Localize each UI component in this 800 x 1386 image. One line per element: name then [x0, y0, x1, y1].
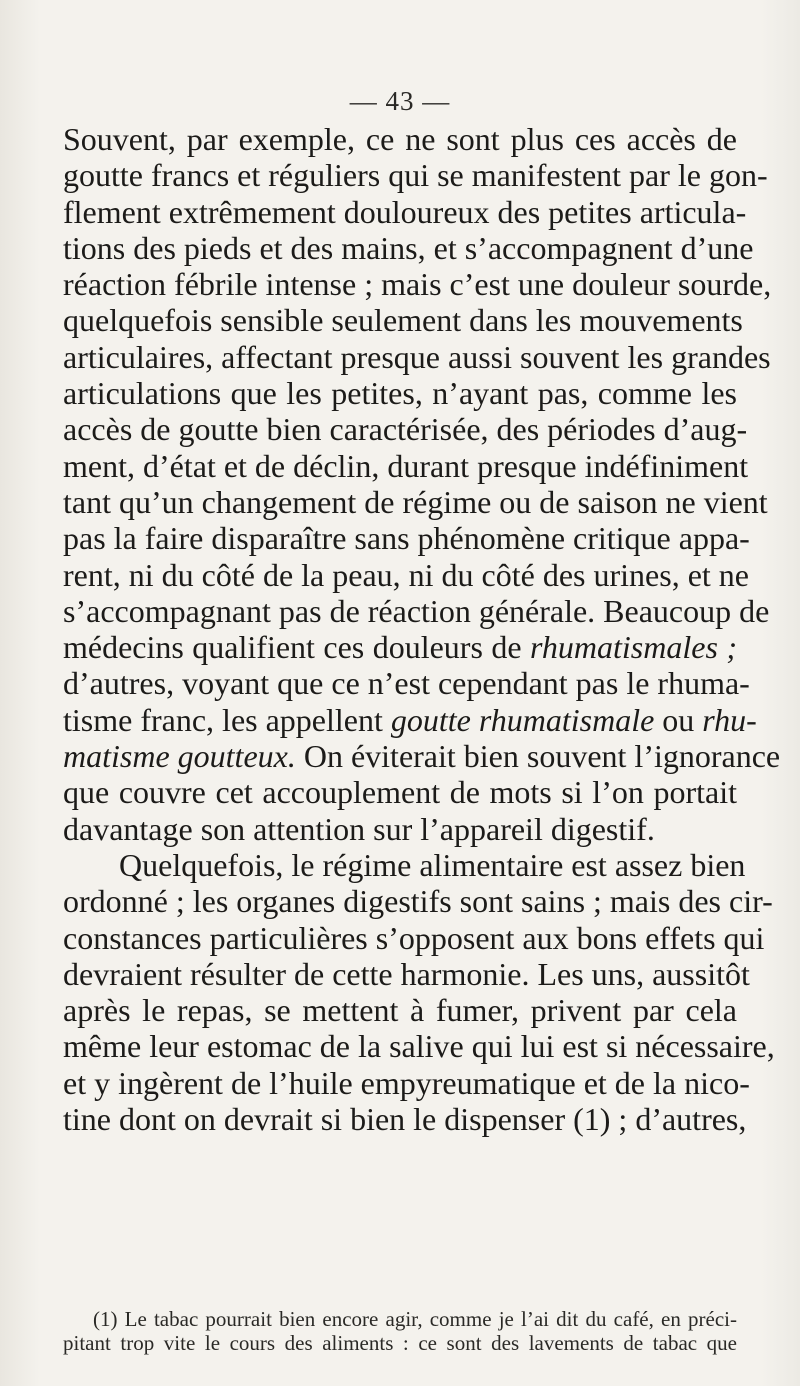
text-line: ordonné ; les organes digestifs sont sains ; mais des cir-	[63, 883, 773, 920]
text-run: On éviterait bien souvent l’ignorance	[295, 738, 781, 775]
text-line: rent, ni du côté de la peau, ni du côté des urines, et ne	[63, 556, 749, 593]
italic-term: matisme goutteux.	[63, 738, 296, 775]
text-line: s’accompagnant pas de réaction générale. Beaucoup de	[63, 592, 770, 629]
text-line: et y ingèrent de l’huile empyreumatique et de la nico-	[63, 1064, 750, 1101]
text-line: tant qu’un changement de régime ou de saison ne vient	[63, 483, 768, 520]
footnote-line: pitant trop vite le cours des aliments : ce sont des lavements de tabac que	[63, 1331, 737, 1355]
text-line: d’autres, voyant que ce n’est cependant pas le rhuma-	[63, 665, 750, 702]
text-line: accès de goutte bien caractérisée, des périodes d’aug-	[63, 411, 748, 448]
text-line: même leur estomac de la salive qui lui est si nécessaire,	[63, 1028, 775, 1065]
text-line: quelquefois sensible seulement dans les mouvements	[63, 302, 743, 339]
text-line	[63, 629, 737, 665]
text-line: devraient résulter de cette harmonie. Les uns, aussitôt	[63, 955, 750, 992]
body-text	[63, 121, 781, 1138]
italic-term: goutte rhumatismale	[390, 701, 655, 738]
footnote	[63, 1307, 737, 1355]
text-line: ment, d’état et de déclin, durant presque indéfiniment	[63, 447, 749, 484]
page-number: — 43 —	[349, 86, 451, 116]
text-line	[63, 701, 757, 738]
text-line: que couvre cet accouplement de mots si l’on portait	[63, 774, 737, 811]
footnote-line: (1) Le tabac pourrait bien encore agir, comme je l’ai dit du café, en préci-	[93, 1307, 737, 1331]
text-line: goutte francs et réguliers qui se manifestent par le gon-	[63, 157, 768, 194]
italic-term: rhumatismales ;	[530, 629, 738, 666]
text-run: médecins qualifient ces douleurs de	[63, 629, 531, 666]
text-line	[63, 738, 781, 775]
text-line: flement extrêmement douloureux des petites articula-	[63, 193, 747, 230]
text-line: après le repas, se mettent à fumer, privent par cela	[63, 992, 737, 1029]
text-line: tions des pieds et des mains, et s’accompagnent d’une	[63, 229, 754, 266]
text-line: tine dont on devrait si bien le dispenser (1) ; d’autres,	[63, 1101, 747, 1138]
text-line: davantage son attention sur l’appareil digestif.	[63, 810, 655, 847]
text-run: tisme franc, les appellent	[63, 701, 391, 738]
text-run: ou	[654, 701, 703, 738]
text-line: articulaires, affectant presque aussi souvent les grandes	[63, 338, 771, 375]
text-line: Quelquefois, le régime alimentaire est assez bien	[119, 846, 746, 883]
text-line: réaction fébrile intense ; mais c’est une douleur sourde,	[63, 266, 772, 303]
text-line: pas la faire disparaître sans phénomène critique appa-	[63, 520, 750, 557]
text-line: articulations que les petites, n’ayant pas, comme les	[63, 375, 737, 412]
italic-term: rhu-	[702, 701, 757, 738]
text-line: Souvent, par exemple, ce ne sont plus ces accès de	[63, 121, 737, 157]
text-line: constances particulières s’opposent aux bons effets qui	[63, 919, 765, 956]
